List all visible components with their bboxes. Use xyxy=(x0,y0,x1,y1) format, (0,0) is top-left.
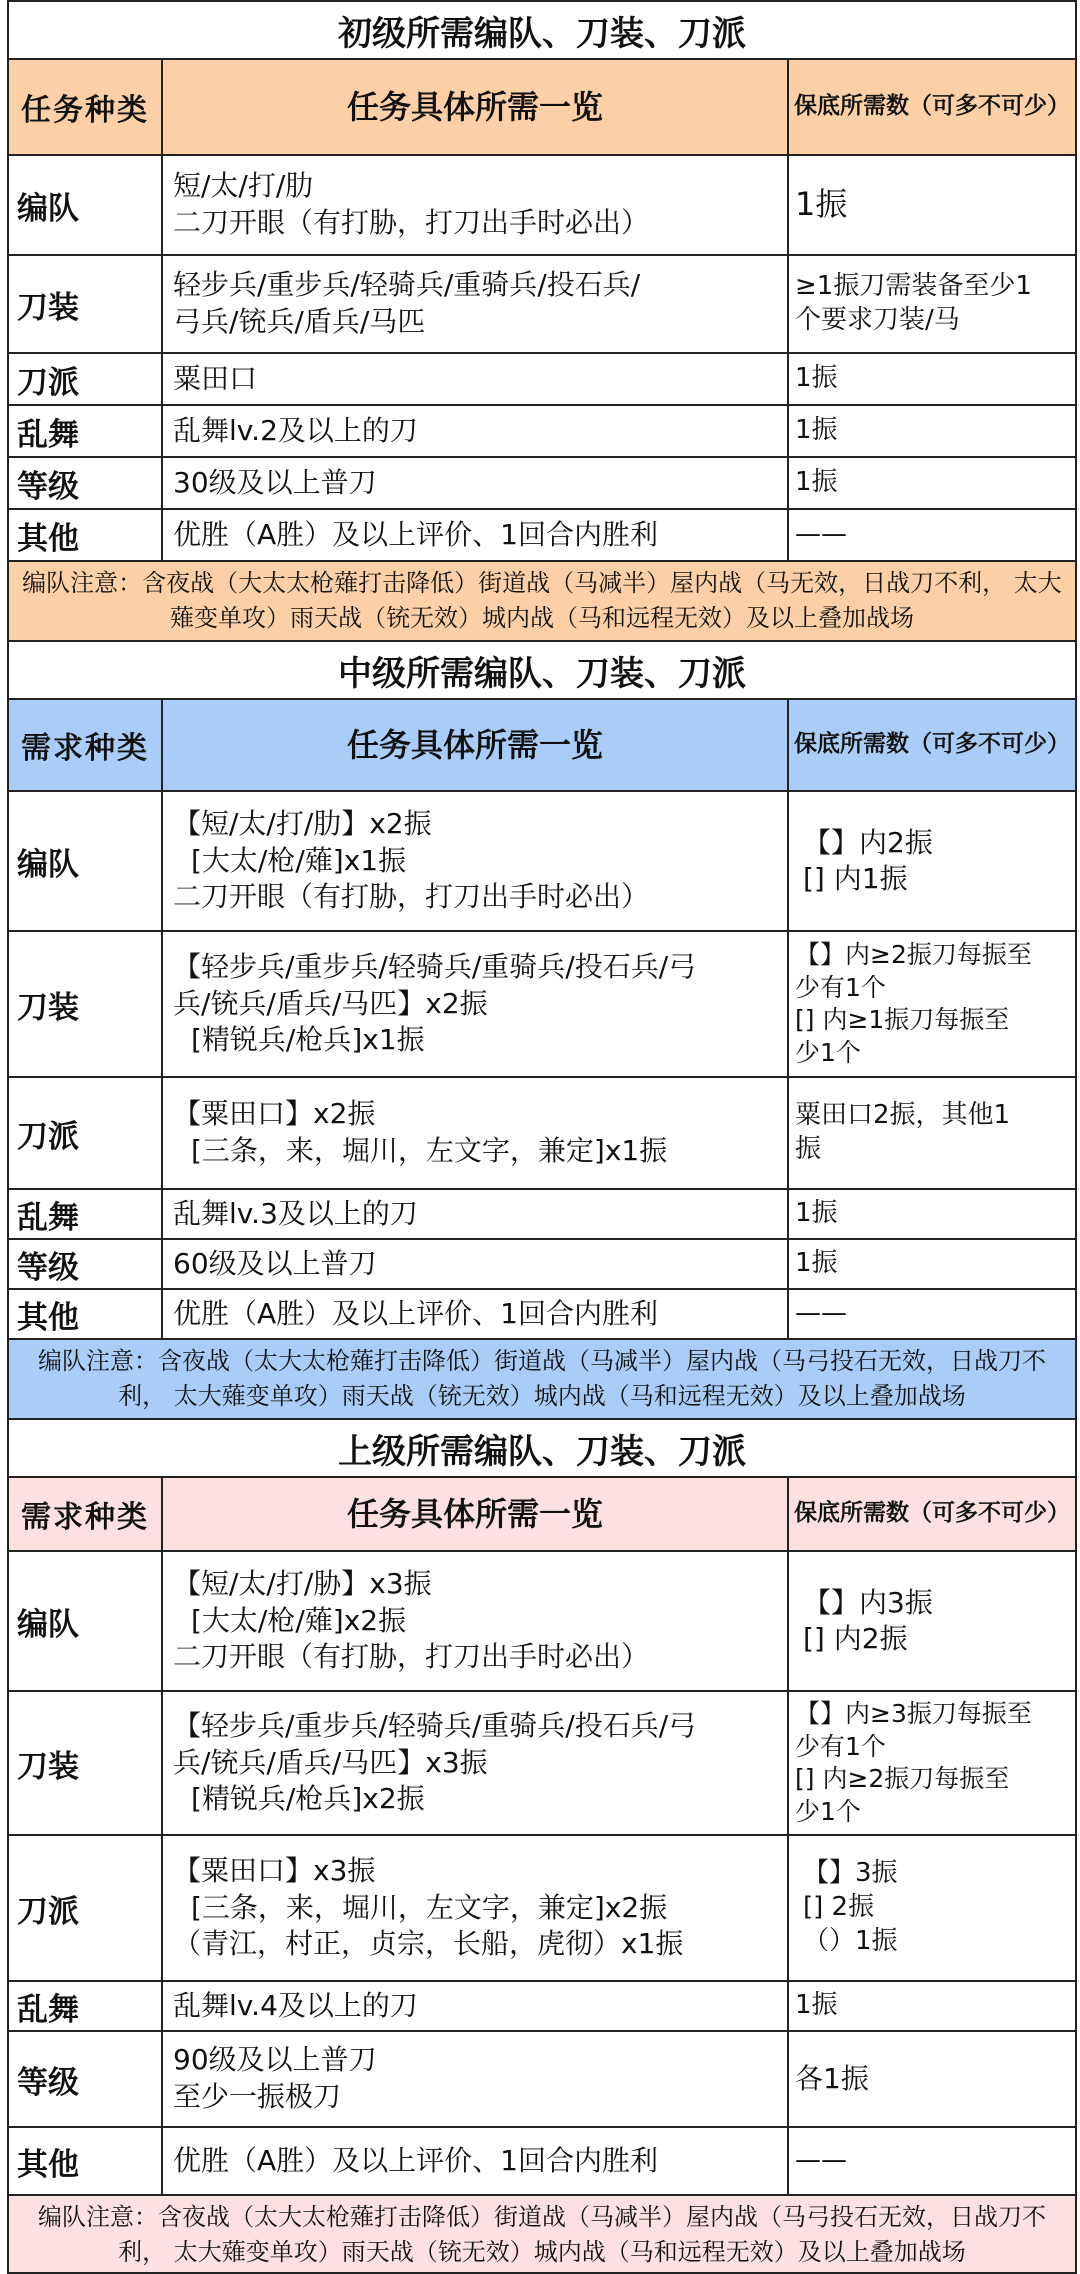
header-minimum: 保底所需数（可多不可少） xyxy=(794,93,1070,120)
table-row xyxy=(9,508,1075,560)
table-row xyxy=(9,154,1075,254)
table-row xyxy=(9,2126,1075,2194)
header-category: 需求种类 xyxy=(9,1478,163,1550)
table-row xyxy=(9,1076,1075,1188)
row-category: 等级 xyxy=(9,2032,163,2126)
row-minimum: ≥1振刀需装备至少1 个要求刀装/马 xyxy=(795,271,1032,335)
row-category: 刀装 xyxy=(9,256,163,352)
row-minimum: 1振 xyxy=(795,1248,838,1279)
row-minimum: —— xyxy=(795,519,847,550)
header-category: 需求种类 xyxy=(9,700,163,790)
section-title: 上级所需编队、刀装、刀派 xyxy=(9,1418,1075,1476)
row-minimum: 【】内≥2振刀每振至 少有1个 [] 内≥1振刀每振至 少1个 xyxy=(795,940,1032,1067)
table-row xyxy=(9,1834,1075,1980)
table-header xyxy=(9,58,1075,154)
row-detail: 优胜（A胜）及以上评价、1回合内胜利 xyxy=(163,1290,789,1338)
row-detail: 60级及以上普刀 xyxy=(163,1240,789,1288)
header-minimum: 保底所需数（可多不可少） xyxy=(794,731,1070,758)
row-category: 乱舞 xyxy=(9,406,163,456)
row-category: 刀派 xyxy=(9,1836,163,1980)
header-category: 任务种类 xyxy=(9,60,163,154)
table-row xyxy=(9,456,1075,508)
row-category: 乱舞 xyxy=(9,1190,163,1238)
header-detail: 任务具体所需一览 xyxy=(163,1478,789,1550)
row-detail: 优胜（A胜）及以上评价、1回合内胜利 xyxy=(163,2128,789,2194)
table-header xyxy=(9,1476,1075,1550)
row-category: 等级 xyxy=(9,458,163,508)
header-minimum: 保底所需数（可多不可少） xyxy=(794,1500,1070,1527)
row-minimum: 1振 xyxy=(795,363,838,394)
table-row xyxy=(9,1550,1075,1690)
row-minimum: 1振 xyxy=(795,1198,838,1229)
table-row xyxy=(9,1238,1075,1288)
header-detail: 任务具体所需一览 xyxy=(163,60,789,154)
row-detail: 乱舞lv.2及以上的刀 xyxy=(163,406,789,456)
row-minimum: 粟田口2振，其他1 振 xyxy=(795,1100,1011,1164)
row-category: 等级 xyxy=(9,1240,163,1288)
row-detail: 【轻步兵/重步兵/轻骑兵/重骑兵/投石兵/弓 兵/铳兵/盾兵/马匹】x3振 [精锐兵/枪兵]x2振 xyxy=(163,1692,789,1834)
row-detail: 乱舞lv.4及以上的刀 xyxy=(163,1982,789,2030)
row-category: 刀装 xyxy=(9,932,163,1076)
formation-note: 编队注意：含夜战（大太太枪薙打击降低）街道战（马减半）屋内战（马无效，日战刀不利， 太大薙变单攻）雨天战（铳无效）城内战（马和远程无效）及以上叠加战场 xyxy=(9,560,1075,640)
row-category: 乱舞 xyxy=(9,1982,163,2030)
row-minimum: 1振 xyxy=(795,415,838,446)
row-detail: 优胜（A胜）及以上评价、1回合内胜利 xyxy=(163,510,789,560)
section-advanced xyxy=(9,1418,1075,2274)
row-category: 刀派 xyxy=(9,354,163,404)
formation-note: 编队注意：含夜战（太大太枪薙打击降低）街道战（马减半）屋内战（马弓投石无效，日战刀不利， 太大薙变单攻）雨天战（铳无效）城内战（马和远程无效）及以上叠加战场 xyxy=(9,1338,1075,1418)
table-row xyxy=(9,1980,1075,2030)
row-detail: 【短/太/打/胁】x3振 [大太/枪/薙]x2振 二刀开眼（有打胁，打刀出手时必出） xyxy=(163,1552,789,1690)
section-intermediate xyxy=(9,640,1075,1418)
table-row xyxy=(9,930,1075,1076)
section-title: 初级所需编队、刀装、刀派 xyxy=(9,0,1075,58)
row-detail: 【短/太/打/肋】x2振 [大太/枪/薙]x1振 二刀开眼（有打胁，打刀出手时必出） xyxy=(163,792,789,930)
quest-requirements-document xyxy=(7,0,1077,2274)
row-detail: 90级及以上普刀 至少一振极刀 xyxy=(163,2032,789,2126)
row-detail: 【粟田口】x2振 [三条，来，堀川，左文字，兼定]x1振 xyxy=(163,1078,789,1188)
table-header xyxy=(9,698,1075,790)
table-row xyxy=(9,254,1075,352)
row-minimum: 1振 xyxy=(795,467,838,498)
row-category: 其他 xyxy=(9,510,163,560)
row-detail: 粟田口 xyxy=(163,354,789,404)
table-row xyxy=(9,352,1075,404)
row-minimum: 1振 xyxy=(795,1990,838,2021)
row-minimum: 【】内2振 [] 内1振 xyxy=(803,825,933,895)
section-title: 中级所需编队、刀装、刀派 xyxy=(9,640,1075,698)
table-row xyxy=(9,1690,1075,1834)
table-row xyxy=(9,790,1075,930)
table-row xyxy=(9,404,1075,456)
row-minimum: —— xyxy=(795,2145,847,2176)
row-minimum: 【】内3振 [] 内2振 xyxy=(803,1585,933,1655)
section-beginner xyxy=(9,0,1075,640)
row-detail: 乱舞lv.3及以上的刀 xyxy=(163,1190,789,1238)
row-detail: 短/太/打/肋 二刀开眼（有打胁，打刀出手时必出） xyxy=(163,156,789,254)
row-detail: 30级及以上普刀 xyxy=(163,458,789,508)
table-row xyxy=(9,1288,1075,1338)
row-minimum: 【】3振 [] 2振 （）1振 xyxy=(803,1858,898,1956)
row-category: 刀派 xyxy=(9,1078,163,1188)
row-detail: 【轻步兵/重步兵/轻骑兵/重骑兵/投石兵/弓 兵/铳兵/盾兵/马匹】x2振 [精锐兵/枪兵]x1振 xyxy=(163,932,789,1076)
row-category: 编队 xyxy=(9,1552,163,1690)
header-detail: 任务具体所需一览 xyxy=(163,700,789,790)
table-row xyxy=(9,1188,1075,1238)
row-minimum: —— xyxy=(795,1298,847,1329)
row-category: 其他 xyxy=(9,1290,163,1338)
row-category: 编队 xyxy=(9,792,163,930)
formation-note: 编队注意：含夜战（太大太枪薙打击降低）街道战（马减半）屋内战（马弓投石无效，日战刀不利， 太大薙变单攻）雨天战（铳无效）城内战（马和远程无效）及以上叠加战场 xyxy=(9,2194,1075,2274)
row-category: 刀装 xyxy=(9,1692,163,1834)
row-minimum: 各1振 xyxy=(795,2061,869,2095)
row-detail: 轻步兵/重步兵/轻骑兵/重骑兵/投石兵/ 弓兵/铳兵/盾兵/马匹 xyxy=(163,256,789,352)
row-category: 编队 xyxy=(9,156,163,254)
row-detail: 【粟田口】x3振 [三条，来，堀川，左文字，兼定]x2振 （青江，村正，贞宗，长船，虎彻）x1振 xyxy=(163,1836,789,1980)
row-minimum: 1振 xyxy=(795,185,848,224)
table-row xyxy=(9,2030,1075,2126)
row-minimum: 【】内≥3振刀每振至 少有1个 [] 内≥2振刀每振至 少1个 xyxy=(795,1699,1032,1826)
row-category: 其他 xyxy=(9,2128,163,2194)
